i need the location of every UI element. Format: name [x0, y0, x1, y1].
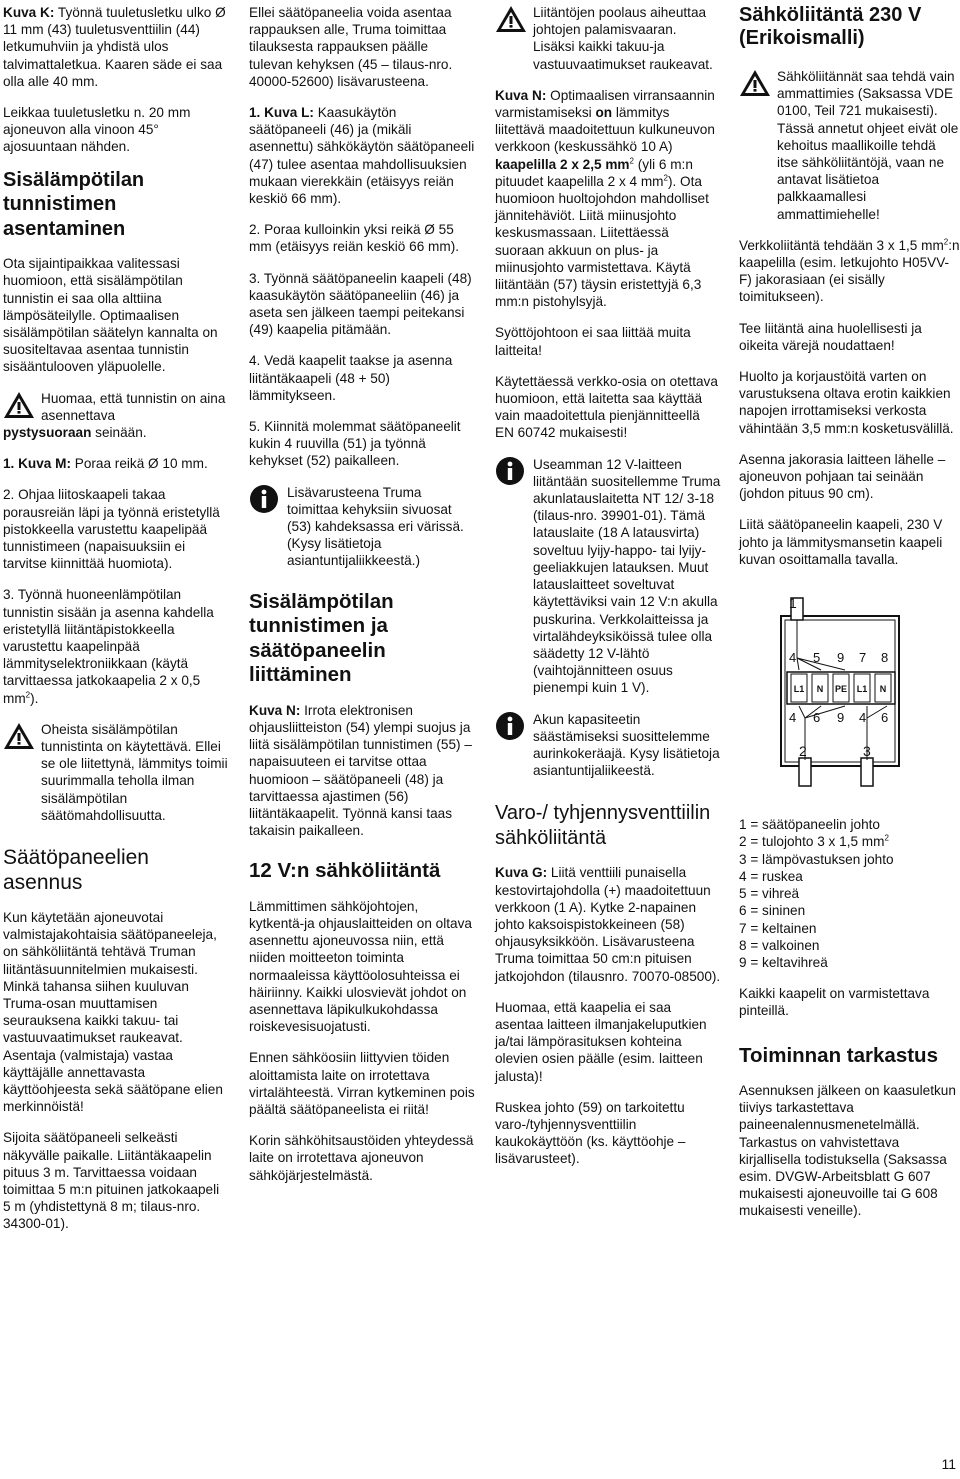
paragraph-frame: Ellei säätöpaneelia voida asentaa rappauksen alle, Truma toimittaa tilauksesta rappauksen päälle tulevan kehyksen (45 – tilaus-nro. 40000-52600) lisävarusteena.: [249, 5, 453, 89]
paragraph-wiring: Lämmittimen sähköjohtojen, kytkentä-ja ohjauslaitteiden on oltava asennettu ajoneuvossa niin, että niiden moitteeton toiminta normaaleissa käyttöolosuhteissa ei häiriinny. Kaikki ulosvievät johdot on asennettava läpikulkukohdassa roiskevesisuojatusti.: [249, 898, 472, 1035]
paragraph-cable-route: Huomaa, että kaapelia ei saa asentaa laitteen ilmanjakeluputkien ja/tai lämpörasituksen kohteina olevien osien päälle (esim. laitteen jalusta)!: [495, 999, 707, 1084]
terminal-label: L1: [856, 684, 868, 695]
paragraph-text: (yli 6 m:n pituudet kaapelilla 2 x 4 mm: [495, 156, 693, 189]
terminal-label: PE: [834, 684, 848, 695]
paragraph-junction-box: Asenna jakorasia laitteen lähelle – ajoneuvon pohjaan tai seinään (johdon pituus 90 cm).: [739, 451, 946, 502]
warning-note-2: [3, 721, 229, 824]
bold-word: on: [595, 105, 613, 121]
paragraph-text: Liitä venttiili punaisella kestovirtajohdolla (+) maadoitettuun verkkoon (1 A). Kytke 2-napainen johto kaksoispistokkeineen (58) ohjausyksikköön. Lisävarusteena Truma toimittaa 50 cm:n pituisen jatkojohdon (tilausnro. 70070-08500).: [495, 865, 721, 984]
paragraph-isolator: Huolto ja korjaustöitä varten on varustuksena oltava erotin kaikkien napojen irrottamiseksi verkosta vähintään 3,5 mm:n kosketusvälillä.: [739, 369, 954, 436]
heading-valve: Varo-/ tyhjennysventtiilin sähköliitäntä: [495, 802, 711, 849]
column-4: [739, 4, 960, 1234]
bottom-label: 4: [789, 710, 797, 726]
paragraph-kuva-n: [249, 702, 475, 840]
paragraph-text: Työnnä tuuletusletku ulko Ø 11 mm (43) tuuletusventtiilin (44) letkumuhviin ja yhdistä ulos talvimattaletkua. Kaaren säde ei saa olla alle 40 mm.: [3, 5, 226, 89]
paragraph-panel-location: Sijoita säätöpaneeli selkeästi näkyvälle paikalle. Liitäntäkaapelin pituus 3 m. Tarvittaessa voidaan toimittaa 5 m:n pituinen jatkokaapeli 5 m (yhdistettynä 8 m; tilaus-nro. 34300-01).: [3, 1130, 220, 1232]
heading-230v: Sähköliitäntä 230 V (Erikoismalli): [739, 4, 922, 49]
warning-text-main: Huomaa, että tunnistin on aina asennettava: [41, 390, 226, 423]
bottom-label: 4: [859, 710, 867, 726]
step-2: 2. Poraa kulloinkin yksi reikä Ø 55 mm (etäisyys reiän keskiö 66 mm).: [249, 222, 459, 255]
step-4: 4. Vedä kaapelit taakse ja asenna liitäntäkaapeli (48 + 50) lämmitykseen.: [249, 353, 453, 403]
step-text: 3. Työnnä huoneenlämpötilan tunnistin sisään ja asenna kahdella eristetyllä liitäntäpistokkeella varustettu kaapelinpää lämmityselektroniikkaan (käytä tarvittaessa jatkokaapelia 2 x 0,5 mm: [3, 587, 214, 706]
step-text: Kaasukäytön säätöpaneeli (46) ja (mikäli asennettu) sähkökäytön säätöpaneeli (47) tulee asentaa mahdollisuuksien mukaan vierekkäin (etäisyys reiän keskiö 66 mm).: [249, 105, 475, 207]
top-label: 5: [813, 650, 821, 666]
paragraph-welding: Korin sähköhitsaustöiden yhteydessä laite on irrotettava ajoneuvon sähköjärjestelmästä.: [249, 1133, 474, 1183]
heading-panel-install: Säätöpaneelien asennus: [3, 846, 149, 894]
heading-12v: 12 V:n sähköliitäntä: [249, 859, 441, 883]
superscript: 2: [25, 690, 31, 700]
legend-item: 6 = sininen: [739, 903, 806, 919]
top-label: 4: [789, 650, 797, 666]
paragraph-kuva-g: [495, 864, 721, 984]
paragraph-panel-wiring: Kun käytetään ajoneuvotai valmistajakohtaisia säätöpaneeleja, on sähköliitäntä tehtävä Truman liitäntäsuunnitelmien mukaisesti. Minkä tahansa siihen kuuluvan Truma-osan muuttamisen seurauksena kaikki takuu- tai vastuuvaatimukset raukeavat. Asentaja (valmistaja) vastaa käyttäjälle annettavasta käyttöohjeesta sekä säätöpane elien merkinnöistä!: [3, 910, 223, 1115]
warning-text-cont: [3, 424, 229, 441]
paragraph-careful: Tee liitäntä aina huolellisesti ja oikeita värejä noudattaen!: [739, 320, 922, 353]
figure-ref: 1. Kuva L:: [249, 105, 314, 121]
info-note: [495, 456, 721, 697]
info-text: Akun kapasiteetin säästämiseksi suosittelemme aurinkokeräajä. Kysy lisätietoja asiantuntijaliikeestä.: [533, 711, 720, 779]
paragraph-kuva-k: [3, 4, 229, 90]
paragraph-text: ). Ota huomioon huoltojohdon mahdolliset jännitehäviöt. Liitä miinusjohto keskusmassaan. Liitettäessä suoraan akkuun on plus- ja miinusjohto varmistettava. Käytä liitäntään (57) täysin eristettyjä 6,3 mm:n pistohylsyjä.: [495, 173, 709, 310]
superscript: 2: [629, 156, 634, 166]
warning-text: [41, 390, 229, 424]
info-note: [249, 484, 475, 570]
paragraph-brown-wire: Ruskea johto (59) on tarkoitettu varo-/tyhjennysventtiilin kaukokäyttöön (ks. käyttöohje – lisävarusteet).: [495, 1099, 686, 1167]
junction-box-diagram: [759, 588, 909, 798]
bold-cable: kaapelilla 2 x 2,5 mm: [495, 156, 630, 172]
superscript: 2: [884, 833, 889, 843]
figure-ref: Kuva G:: [495, 865, 548, 881]
paragraph-cut-hose: Leikkaa tuuletusletku n. 20 mm ajoneuvon alla vinoon 45° ajosuuntaan nähden.: [3, 105, 191, 155]
top-label: 8: [881, 650, 889, 666]
warning-icon: [495, 4, 527, 34]
legend-item: 8 = valkoinen: [739, 937, 820, 953]
info-icon: [249, 484, 281, 514]
warning-note: [739, 68, 960, 223]
info-icon: [495, 456, 527, 486]
legend-item: 5 = vihreä: [739, 886, 800, 902]
paragraph-text: Verkkoliitäntä tehdään 3 x 1,5 mm: [739, 237, 944, 253]
terminal-label: N: [879, 684, 887, 695]
paragraph-text: lämmitys liitettävä maadoitettuun kulkuneuvon verkkoon (keskussähkö 10 A): [495, 105, 715, 155]
step-1: [3, 455, 229, 472]
top-label: 7: [859, 650, 867, 666]
paragraph-no-other: Syöttöjohtoon ei saa liittää muita laitteita!: [495, 325, 691, 358]
label-2: 2: [799, 743, 807, 760]
column-3: [495, 4, 721, 1182]
label-1: 1: [789, 595, 797, 612]
heading-connect: Sisälämpötilan tunnistimen ja säätöpaneelin liittäminen: [249, 589, 394, 687]
paragraph-connect-cables: Liitä säätöpaneelin kaapeli, 230 V johto ja lämmitysmansetin kaapeli kuvan osoittamalla tavalla.: [739, 517, 943, 567]
heading-check: Toiminnan tarkastus: [739, 1043, 938, 1067]
bottom-label: 9: [837, 710, 845, 726]
step-3: [3, 586, 229, 706]
info-text: Useamman 12 V-laitteen liitäntään suositellemme Truma akunlatauslaitetta NT 12/ 3-18 (tilaus-nro. 39901-01). Tämä latauslaite (18 A latausvirta) soveltuu lyijy-happo- tai lyijy-geeliakkujen latauksen. Muut latauslaitteet soveltuvat käytettäviksi vain 12 V:n akulla puskurina. Verkkolaitteissa ja virtalähdeyksiköissä tulee olla säädetty 12 V-lähtö (vaihtojännitteen osuus pienempi kuin 1 V).: [533, 456, 721, 696]
paragraph-disconnect: Ennen sähköosiin liittyvien töiden aloittamista laite on irrotettava virtalähteestä. Virran kytkeminen pois päältä säätöpaneelista ei riitä!: [249, 1050, 475, 1118]
warning-icon: [739, 68, 771, 98]
paragraph-mains: Käytettäessä verkko-osia on otettava huomioon, että laitetta saa käyttää vain maadoitettula pienjännitteellä EN 60742 mukaisesti!: [495, 373, 718, 441]
bottom-label: 6: [813, 710, 821, 726]
terminal-label: N: [816, 684, 824, 695]
paragraph-sensor-location: Ota sijaintipaikkaa valitessasi huomioon, että sisälämpötilan tunnistin ei saa olla alttiina lämpösäteilylle. Optimaalisen sisälämpötilan säätelyn kannalta on suositeltavaa asentaa tunnistin sisääntulooven yläpuolelle.: [3, 256, 218, 375]
figure-ref: Kuva N:: [249, 702, 301, 718]
warning-text: Sähköliitännät saa tehdä vain ammattimies (Saksassa VDE 0100, Teil 721 mukaisesti). Tässä annetut ohjeet eivät ole kehoitus maallikoille tehdä itse sähköliitäntöjä, vaan ne antavat lisätietoa palkkaamallesi ammattimiehelle!: [777, 69, 959, 222]
page-number: 11: [941, 1455, 956, 1472]
legend-item: 4 = ruskea: [739, 868, 803, 884]
figure-ref: Kuva K:: [3, 5, 55, 20]
diagram-legend: [739, 816, 960, 971]
legend-item: 7 = keltainen: [739, 920, 817, 936]
warning-text: Oheista sisälämpötilan tunnistinta on käytettävä. Ellei se ole liitettynä, lämmitys toimii suurimmalla teholla ilman sisälämpötilan säätömahdollisuutta.: [41, 721, 228, 823]
paragraph-clamps: Kaikki kaapelit on varmistettava pinteillä.: [739, 986, 930, 1019]
legend-item: 1 = säätöpaneelin johto: [739, 817, 880, 833]
column-2: [249, 4, 475, 1198]
info-icon: [495, 711, 527, 741]
paragraph-text: Irrota elektronisen ohjausliitteiston (54) ylempi suojus ja liitä sisälämpötilan tunnistimen (55) – napaisuuteen ei tarvitse ottaa huomioon – säätöpaneeli (48) ja tarvittaessa ajastimen (56) liitäntäkaapelit. Työnnä kansi taas takaisin paikalleen.: [249, 702, 472, 839]
column-1: [3, 4, 229, 1247]
step-2: 2. Ohjaa liitoskaapeli takaa porausreiän läpi ja työnnä eristetyllä pistokkeella varustettu kaapelipää tunnistimeen (napaisuuksiin ei tarvitse kiinnittää huomiota).: [3, 487, 220, 572]
step-5: 5. Kiinnitä molemmat säätöpaneelit kukin 4 ruuvilla (51) ja työnnä kehykset (52) paikalleen.: [249, 419, 461, 469]
warning-icon: [3, 390, 35, 420]
top-label: 9: [837, 650, 845, 666]
paragraph-text: :n kaapelilla (esim. letkujohto H05VV-F) jakorasiaan (ei sisälly toimitukseen).: [739, 237, 960, 305]
warning-note: [3, 390, 229, 442]
terminal-label: L1: [793, 684, 805, 695]
figure-ref: 1. Kuva M:: [3, 456, 71, 472]
legend-item: 9 = keltavihreä: [739, 954, 828, 970]
paragraph-leak-test: Asennuksen jälkeen on kaasuletkun tiiviys tarkastettava paineenalennusmenetelmällä. Tarkastus on vahvistettava kirjallisella todistuksella (Saksassa esim. DVGW-Arbeitsblatt G 607 mukaisesti ajoneuvoille tai G 608 mukaisesti veneille).: [739, 1083, 956, 1219]
label-3: 3: [863, 743, 871, 760]
warning-bold: pystysuoraan: [3, 424, 92, 440]
bottom-label: 6: [881, 710, 889, 726]
info-note-2: [495, 711, 721, 780]
info-text: Lisävarusteena Truma toimittaa kehyksiin sivuosat (53) kahdeksassa eri värissä. (Kysy lisätietoja asiantuntijaliikkeestä.): [287, 484, 464, 569]
figure-ref: Kuva N:: [495, 87, 547, 103]
legend-text: 2 = tulojohto 3 x 1,5 mm: [739, 834, 885, 850]
warning-end: seinään.: [91, 424, 147, 440]
superscript: 2: [663, 173, 668, 183]
paragraph-mains-cable: [739, 237, 960, 306]
superscript: 2: [943, 237, 949, 247]
step-text: Poraa reikä Ø 10 mm.: [70, 456, 208, 472]
legend-item: [739, 833, 960, 850]
heading-sensor-install: Sisälämpötilan tunnistimen asentaminen: [3, 168, 145, 240]
step-1: [249, 104, 475, 207]
step-text-end: ).: [30, 690, 39, 706]
warning-note: [495, 4, 721, 73]
warning-text: Liitäntöjen poolaus aiheuttaa johtojen palamisvaaran. Lisäksi kaikki takuu-ja vastuuvaatimukset raukeavat.: [533, 5, 713, 72]
warning-icon: [3, 721, 35, 751]
step-3: 3. Työnnä säätöpaneelin kaapeli (48) kaasukäytön säätöpaneeliin (46) ja aseta sen jälkeen taempi peitekansi (49) kaapelia pitämään.: [249, 270, 472, 338]
paragraph-text: Optimaalisen virransaannin varmistamiseksi: [495, 87, 715, 121]
paragraph-kuva-n: [495, 87, 721, 311]
legend-item: 3 = lämpövastuksen johto: [739, 851, 894, 867]
